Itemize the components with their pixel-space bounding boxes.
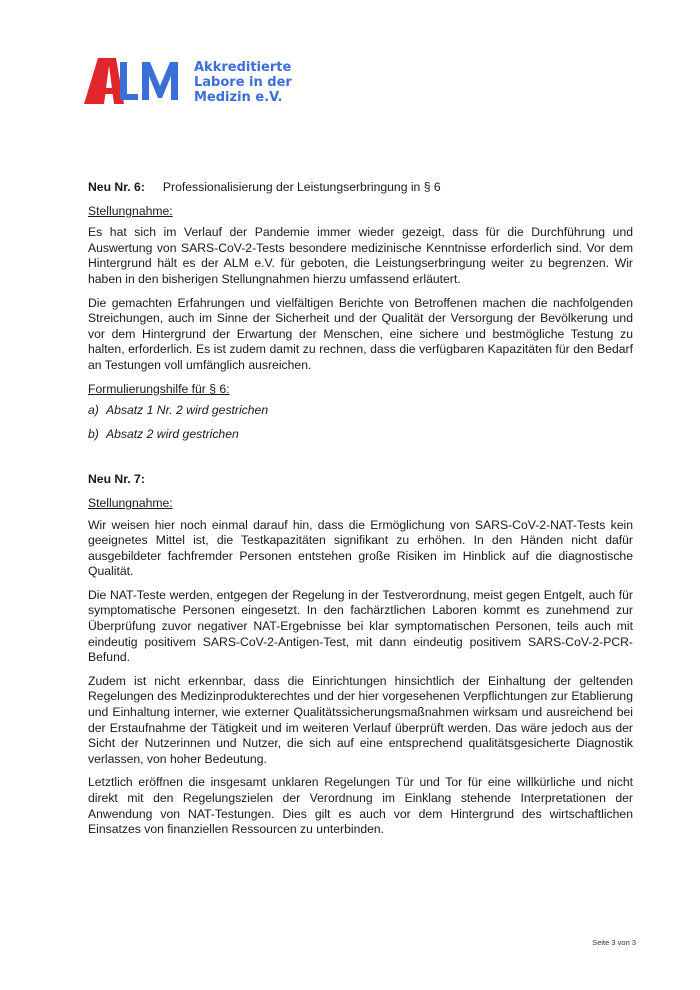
section6-heading: Neu Nr. 6: Professionalisierung der Leistungserbringung in § 6	[88, 180, 441, 194]
section6-formulation-label: Formulierungshilfe für § 6:	[88, 381, 230, 396]
page-number: Seite 3 von 3	[592, 938, 636, 947]
alm-logo-mark	[84, 58, 188, 104]
list-item: b) Absatz 2 wird gestrichen	[88, 426, 239, 441]
section7-paragraph: Zudem ist nicht erkennbar, dass die Einrichtungen hinsichtlich der Einhaltung der geltenden Regelungen des Medizinprodukterechtes und der hier vorgesehenen Verpflichtungen zur Etablierung und Einhaltung interner, wie externer Qualitätssicherungsmaßnahmen wirksam und ausreichend bei der Erstaufnahme der Tätigkeit und im weiteren Verlauf überprüft werden. Das wäre jedoch aus der Sicht der Nutzerinnen und Nutzer, die sich auf eine entsprechend qualitätsgesicherte Diagnostik verlassen, von hoher Bedeutung.	[88, 673, 633, 766]
list-item: a) Absatz 1 Nr. 2 wird gestrichen	[88, 403, 269, 418]
document-body	[88, 180, 633, 846]
alm-logo	[84, 58, 304, 110]
section6-paragraph: Die gemachten Erfahrungen und vielfältigen Berichte von Betroffenen machen die nachfolgenden Streichungen, auch im Sinne der Sicherheit und der Qualität der Versorgung der Bevölkerung und vor dem Hintergrund der Erwartung der Menschen, eine sichere und bestmögliche Testung zu halten, erforderlich. Es ist zudem damit zu rechnen, dass die verfügbaren Kapazitäten für den Bedarf an Testungen voll umfänglich ausreichen.	[88, 295, 633, 372]
section7-statement-label: Stellungnahme:	[88, 495, 173, 510]
alm-logo-text: Akkreditierte Labore in der Medizin e.V.	[194, 60, 292, 105]
section7-paragraph: Wir weisen hier noch einmal darauf hin, dass die Ermöglichung von SARS-CoV-2-NAT-Tests kein geeignetes Mittel ist, die Testkapazitäten signifikant zu erhöhen. In den Händen nicht dafür ausgebildeter fachfremder Personen entstehen große Risiken im Hinblick auf die diagnostische Qualität.	[88, 517, 633, 579]
section7-paragraph: Letztlich eröffnen die insgesamt unklaren Regelungen Tür und Tor für eine willkürliche und nicht direkt mit den Regelungszielen der Verordnung im Einklang stehende Interpretationen der Anwendung von NAT-Testungen. Dies gilt es auch vor dem Hintergrund des wirtschaftlichen Einsatzes von finanziellen Ressourcen zu unterbinden.	[88, 775, 633, 837]
section7-heading: Neu Nr. 7:	[88, 472, 145, 487]
section6-paragraph: Es hat sich im Verlauf der Pandemie immer wieder gezeigt, dass für die Durchführung und Auswertung von SARS-CoV-2-Tests besondere medizinische Kenntnisse erforderlich sind. Vor dem Hintergrund hält es der ALM e.V. für geboten, die Leistungserbringung weiter zu begrenzen. Wir haben in den bisherigen Stellungnahmen hierzu umfassend erläutert.	[88, 225, 633, 286]
section7-paragraph: Die NAT-Teste werden, entgegen der Regelung in der Testverordnung, meist gegen Entgelt, auch für symptomatische Personen eingesetzt. In den fachärztlichen Laboren kommt es zunehmend zur Überprüfung zuvor negativer NAT-Ergebnisse bei klar symptomatischen Personen, teils auch mit eindeutig positivem SARS-CoV-2-Antigen-Test, mit dann eindeutig positivem SARS-CoV-2-PCR-Befund.	[88, 587, 633, 665]
section6-statement-label: Stellungnahme:	[88, 203, 173, 218]
